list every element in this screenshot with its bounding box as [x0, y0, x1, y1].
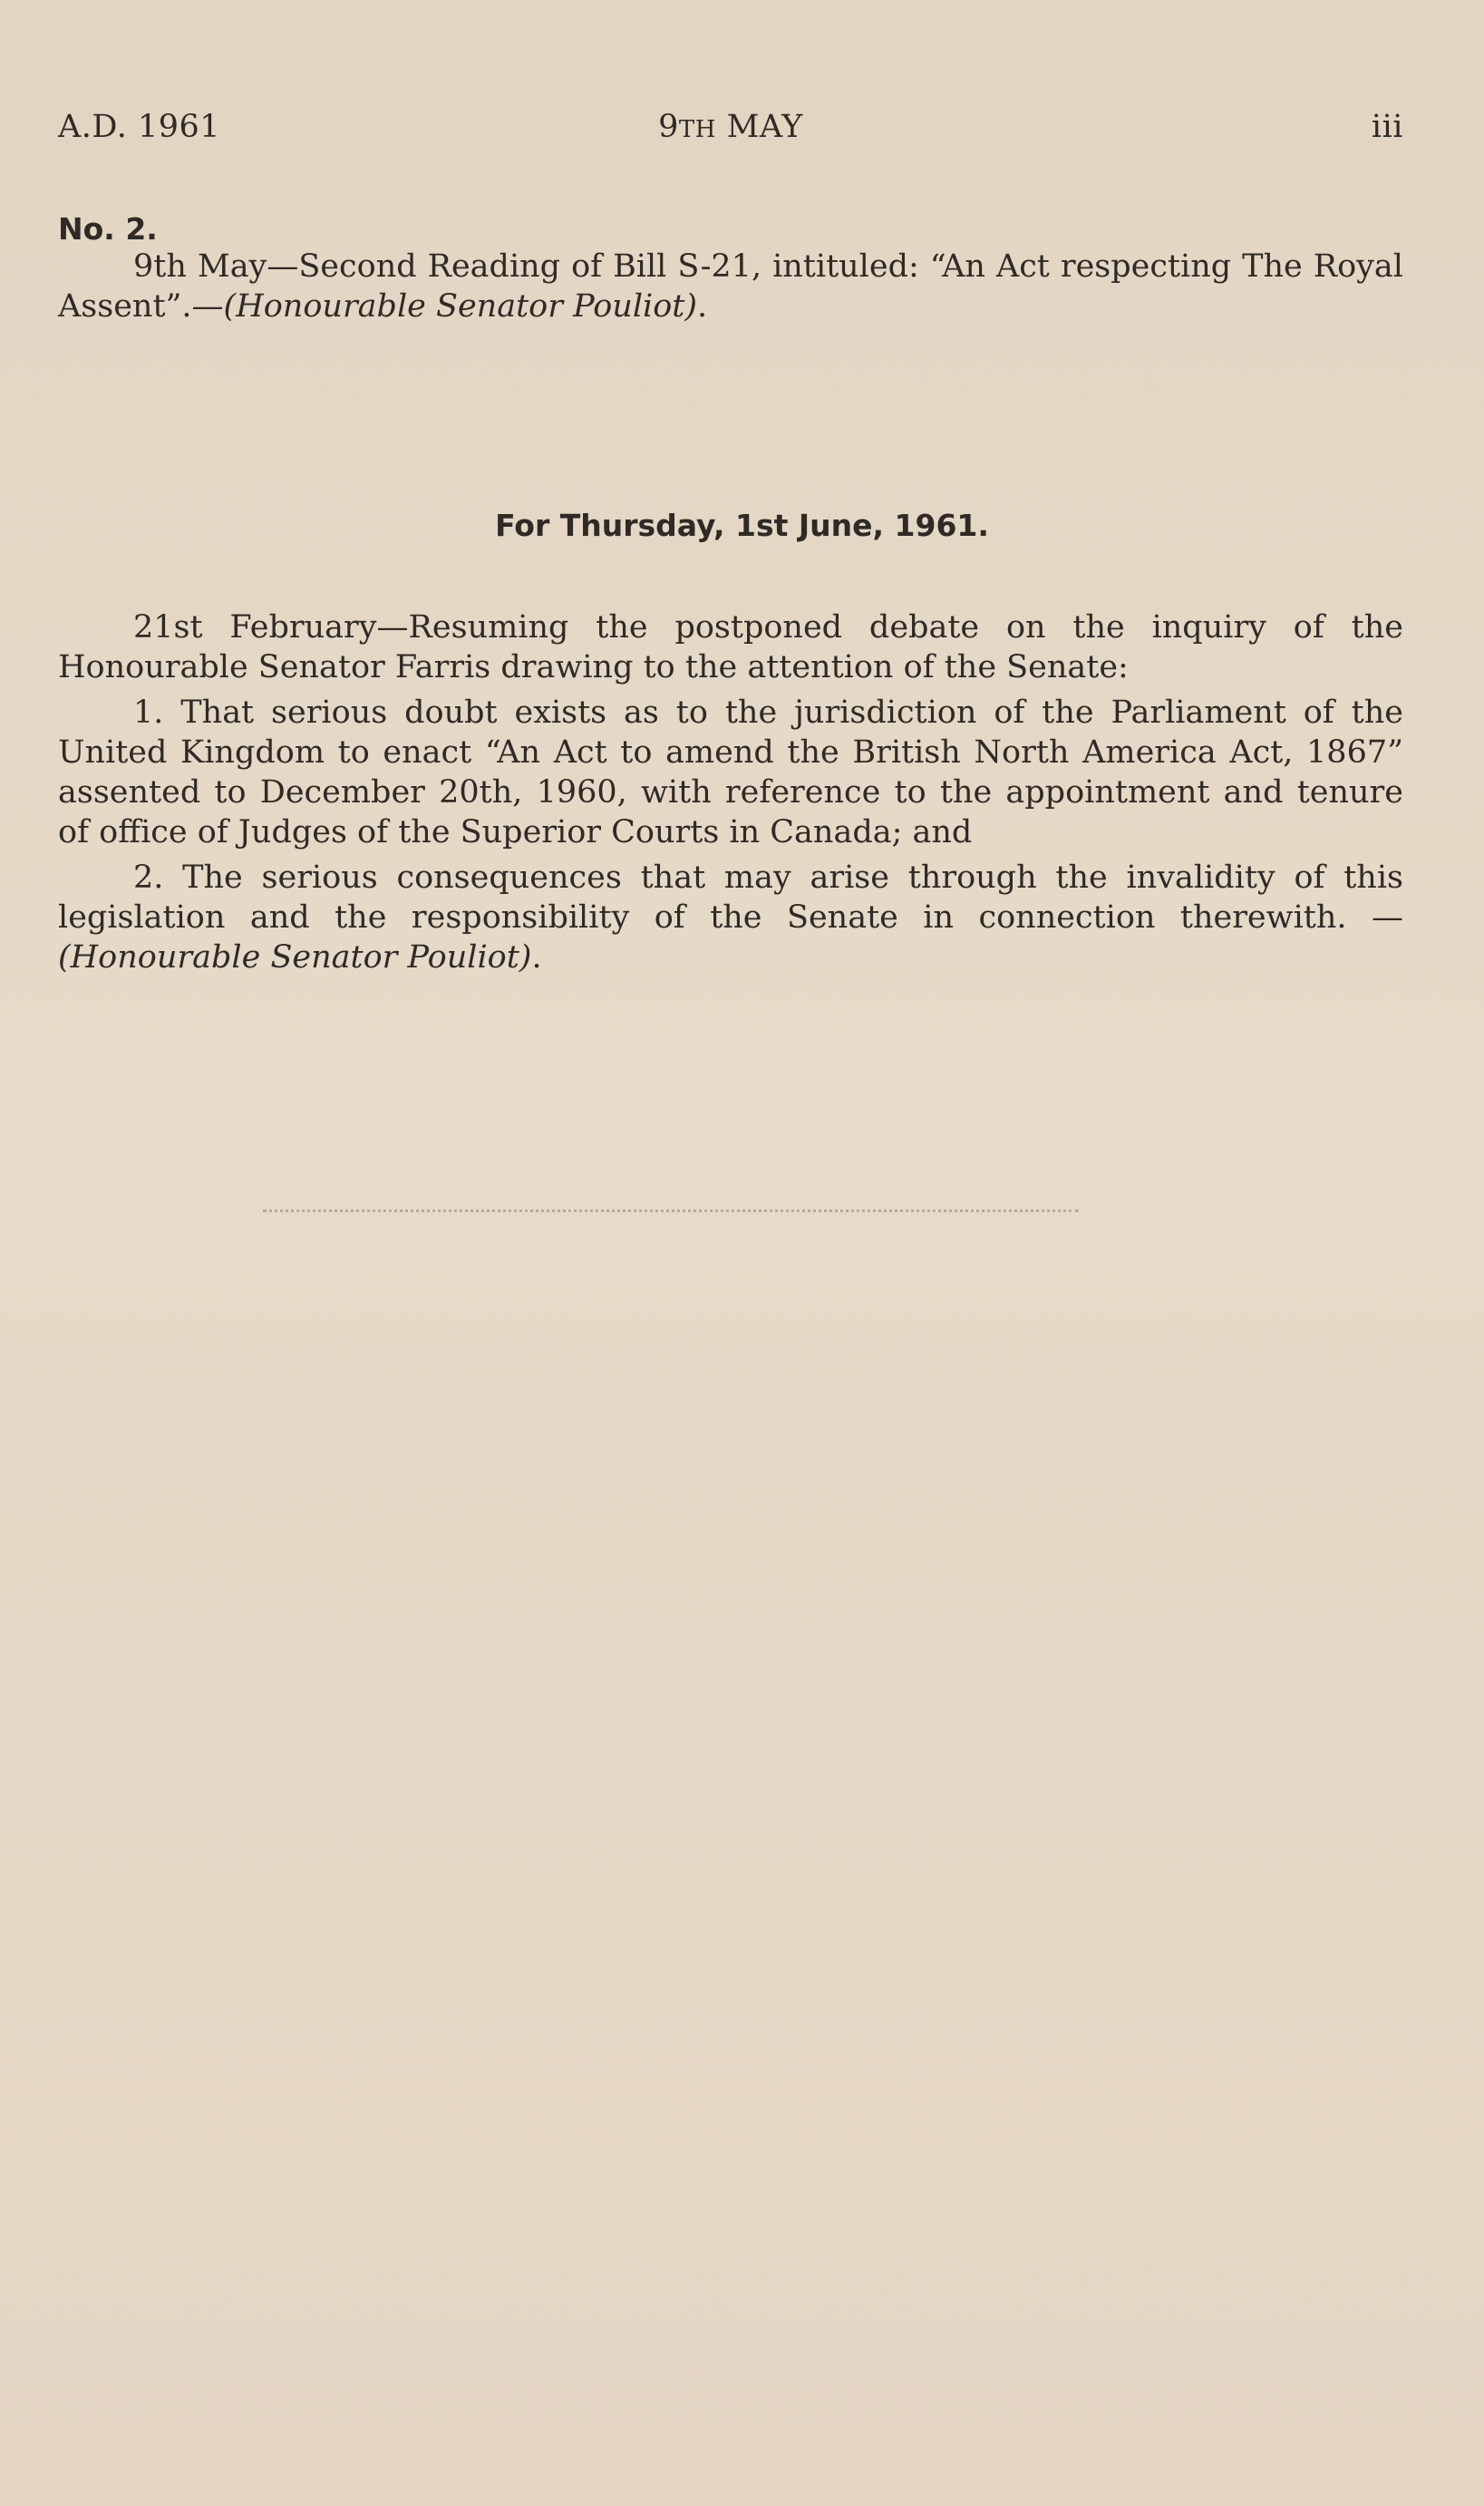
- inquiry-point-2-body: 2. The serious consequences that may arise through the invalidity of this legislation and the responsibility of the Senate in connection therewith.: [58, 860, 1403, 936]
- item-no2-text: [58, 247, 1403, 326]
- page-number: iii: [1371, 109, 1403, 145]
- inquiry-block: [58, 607, 1403, 983]
- inquiry-point-2-dash: —: [1371, 899, 1403, 936]
- item-no2-paragraph-block: [58, 247, 1403, 332]
- inquiry-point-1: 1. That serious doubt exists as to the jurisdiction of the Parliament of the United Kingdom to enact “An Act to amend the British North America Act, 1867” assented to December 20th, 1960, with reference to the appointment and tenure of office of Judges of the Superior Courts in Canada; and: [58, 694, 1403, 850]
- inquiry-end: .: [531, 939, 542, 976]
- dotted-separator: [263, 1209, 1079, 1216]
- item-number: No. 2.: [58, 211, 158, 247]
- running-head: [58, 109, 1403, 154]
- item-no2-attribution: (Honourable Senator Pouliot): [223, 288, 698, 325]
- section-heading: For Thursday, 1st June, 1961.: [495, 508, 989, 543]
- header-month: MAY: [726, 109, 803, 145]
- inquiry-point-2: [58, 858, 1403, 977]
- header-year: A.D. 1961: [58, 109, 221, 145]
- header-day: 9: [658, 109, 679, 145]
- item-no2-body: 9th May—Second Reading of Bill S-21, intituled: “An Act respecting The Royal Assent”.—: [58, 248, 1403, 325]
- item-no2-end: .: [697, 288, 708, 325]
- header-day-suffix: TH: [678, 116, 716, 143]
- header-date: [58, 109, 1403, 145]
- inquiry-intro: 21st February—Resuming the postponed debate on the inquiry of the Honourable Senator Farris drawing to the attention of the Senate:: [58, 609, 1403, 685]
- inquiry-attribution: (Honourable Senator Pouliot): [58, 939, 532, 976]
